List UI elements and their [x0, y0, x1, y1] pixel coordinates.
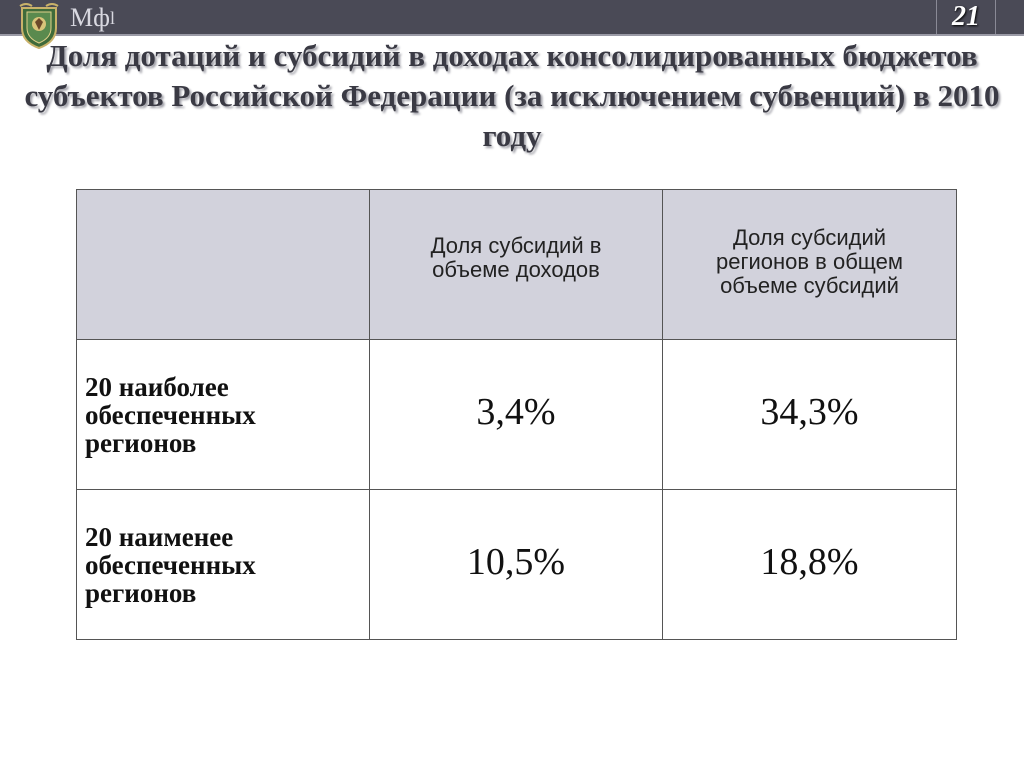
- header-share-subsidies-label: Доля субсидий регионов в общем объеме субсидий: [715, 225, 904, 298]
- top-bar: [0, 0, 1024, 34]
- brand-logo-text: [70, 3, 115, 33]
- subsidy-table: [76, 189, 957, 640]
- table-header-row: [77, 190, 957, 340]
- row-label: 20 наиболее обеспеченных регионов: [77, 340, 370, 490]
- header-cell-empty: [77, 190, 370, 340]
- table-row: [77, 490, 957, 640]
- cell-share-income: 10,5%: [370, 490, 663, 640]
- header-cell-share-income: [370, 190, 663, 340]
- cell-share-subsidies: 34,3%: [663, 340, 957, 490]
- brand-name: Мф: [70, 3, 110, 32]
- brand-tail: l: [109, 8, 115, 28]
- header-cell-share-subsidies: [663, 190, 957, 340]
- cell-share-income: 3,4%: [370, 340, 663, 490]
- slide-number: 21: [952, 1, 980, 32]
- row-label: 20 наименее обеспеченных регионов: [77, 490, 370, 640]
- table-row: [77, 340, 957, 490]
- cell-share-subsidies: 18,8%: [663, 490, 957, 640]
- slide-title: Доля дотаций и субсидий в доходах консолидированных бюджетов субъектов Российской Федерации (за исключением субвенций) в 2010 году: [24, 38, 1000, 153]
- header-share-income-label: Доля субсидий в объеме доходов: [430, 233, 602, 282]
